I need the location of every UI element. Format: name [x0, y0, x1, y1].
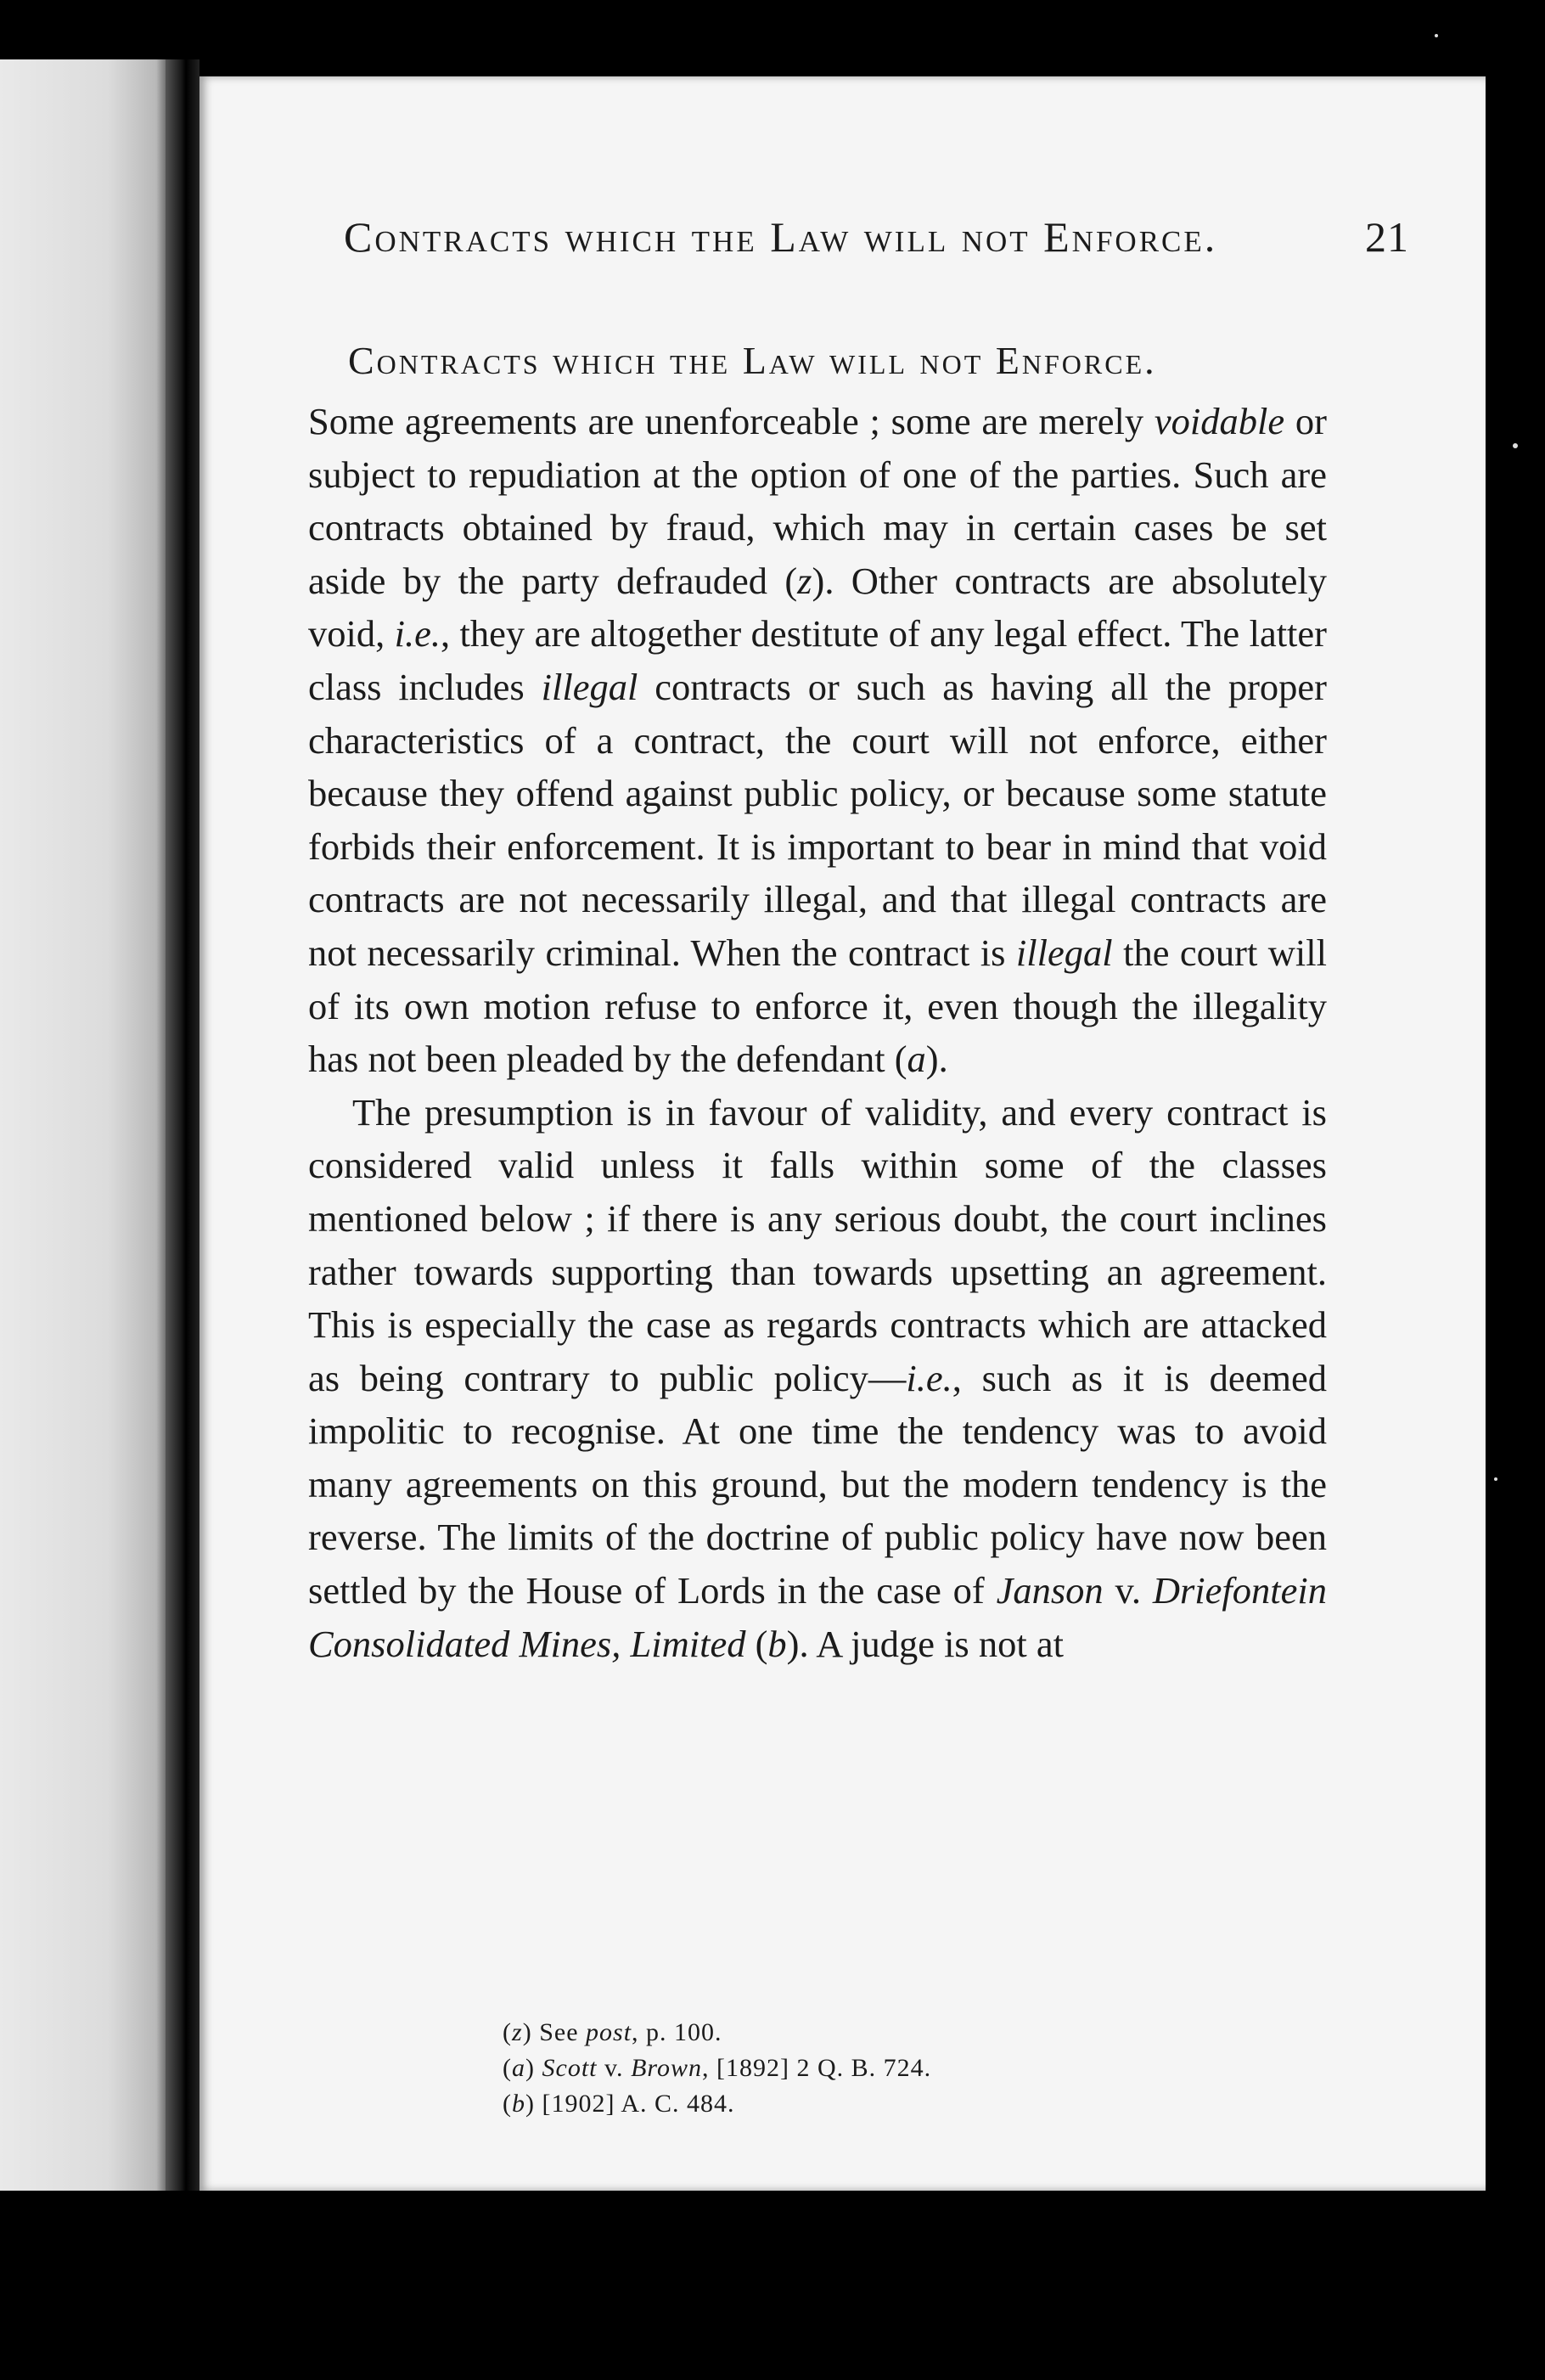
paragraph-2 [308, 1086, 1327, 1671]
footnote-ref-b: b [767, 1622, 787, 1665]
text-run: or subject to repudiation at the option of one of the parties. Such are contracts obtained by fraud, which may in certain cases be set aside by the party defrauded ( [308, 400, 1327, 602]
running-head-title: Contracts which the Law will not Enforce. [344, 213, 1218, 261]
footnote-text: , p. 100. [632, 2018, 722, 2046]
text-run: ). [925, 1038, 948, 1081]
text-run: Some agreements are unenforceable ; some are merely [308, 400, 1155, 442]
text-run: , they are altogether destitute of any legal effect. The latter class includes [308, 612, 1327, 708]
footnote-mark: z [512, 2018, 523, 2046]
running-head [344, 212, 1409, 262]
footnote-text: v. [597, 2054, 632, 2082]
scan-speck [1513, 443, 1518, 448]
footnote-italic: post [586, 2018, 632, 2046]
text-run: ( [745, 1622, 768, 1665]
footnote: (b) [1902] A. C. 484. [503, 2090, 735, 2118]
footnote-ref-a: a [907, 1038, 926, 1081]
text-run: the court will of its own motion refuse to enforce it, even though the illegality has not been pleaded by the defendant ( [308, 931, 1328, 1081]
text-run: The presumption is in favour of validity, and every contract is considered valid unless it falls within some of the classes mentioned below ; if there is any serious doubt, the court inclines rather towards supporting than towards upsetting an agreement. This is especially the case as regards contracts which are attacked as being contrary to public policy— [308, 1090, 1327, 1399]
italic-run: illegal [1015, 931, 1113, 974]
footnote: (a) Scott v. Brown, [1892] 2 Q. B. 724. [503, 2054, 932, 2082]
footnote-mark: a [512, 2054, 525, 2082]
italic-run: i.e. [394, 612, 441, 655]
footnotes [503, 2015, 931, 2122]
book-gutter [166, 59, 199, 2191]
footnote: (z) See post, p. 100. [503, 2018, 722, 2046]
text-run: v. [1103, 1569, 1153, 1612]
text-run: ). Other contracts are absolutely void, [308, 559, 1327, 655]
paragraph-1 [308, 395, 1327, 1086]
footnote-ref-z: z [797, 559, 812, 602]
case-name-italic: Janson [996, 1569, 1104, 1612]
text-run: contracts or such as having all the proper characteristics of a contract, the court will not enforce, either because they offend against public policy, or because some statute forbids their enforcement. It is important to bear in mind that void contracts are not necessarily illegal, and that illegal contracts are not necessarily criminal. When the contract is [308, 665, 1327, 974]
section-title: Contracts which the Law will not Enforce. [348, 339, 1157, 382]
footnote-text: See [539, 2018, 587, 2046]
italic-run: i.e. [906, 1356, 952, 1399]
footnote-text: , [1892] 2 Q. B. 724. [701, 2054, 932, 2082]
footnote-italic: Scott [542, 2054, 598, 2082]
footnote-mark: b [512, 2090, 525, 2118]
italic-run: voidable [1154, 400, 1285, 442]
italic-run: illegal [541, 665, 638, 708]
case-name-italic: Driefontein Consolidated Mines, Limited [308, 1569, 1327, 1665]
footnote-italic: Brown [631, 2054, 702, 2082]
book-page [199, 76, 1486, 2191]
page-number: 21 [1365, 213, 1409, 261]
text-run: , such as it is deemed impolitic to recognise. At one time the tendency was to avoid many agreements on this ground, but the modern tendency is the reverse. The limits of the doctrine of public policy have now been settled by the House of Lords in the case of [308, 1356, 1327, 1612]
text-run: ). A judge is not at [786, 1622, 1064, 1665]
scan-speck [1494, 1477, 1497, 1481]
body-text [308, 395, 1327, 1670]
scan-speck [1435, 34, 1438, 37]
footnote-text: [1902] A. C. 484. [542, 2090, 735, 2118]
